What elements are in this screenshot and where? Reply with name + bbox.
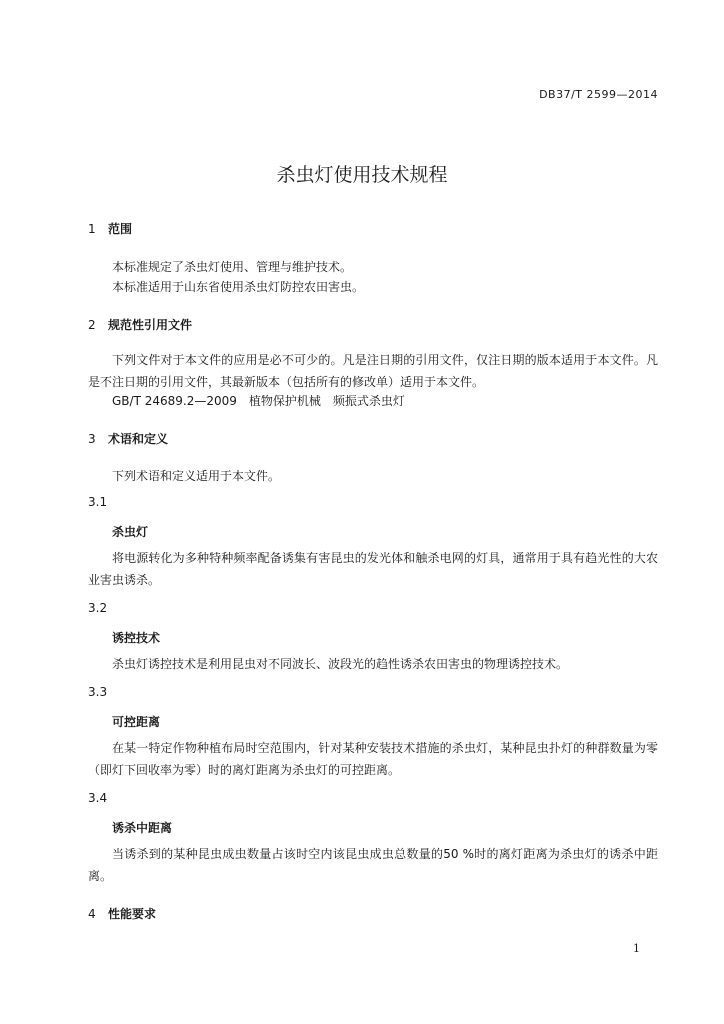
section-number: 1 — [88, 222, 96, 236]
section-2-heading — [88, 316, 192, 333]
clause-3-4-number: 3.4 — [88, 791, 108, 805]
section-number: 2 — [88, 318, 96, 332]
term-3-3: 可控距离 — [112, 715, 161, 729]
definition-3-4: 当诱杀到的某种昆虫成虫数量占该时空内该昆虫成虫总数量的50 %时的离灯距离为杀虫灯的诱杀中距离。 — [88, 847, 658, 883]
section-number: 4 — [88, 907, 96, 921]
section-title: 性能要求 — [108, 907, 157, 921]
clause-3-2-number: 3.2 — [88, 601, 108, 615]
section-2-paragraph: 下列文件对于本文件的应用是必不可少的。凡是注日期的引用文件，仅注日期的版本适用于本文件。凡是不注日期的引用文件，其最新版本（包括所有的修改单）适用于本文件。 — [88, 353, 658, 389]
standard-number: DB37/T 2599—2014 — [539, 88, 658, 101]
term-3-1: 杀虫灯 — [112, 525, 149, 539]
term-3-2: 诱控技术 — [112, 631, 161, 645]
term-3-4: 诱杀中距离 — [112, 821, 173, 835]
page-number: 1 — [633, 942, 640, 955]
section-number: 3 — [88, 432, 96, 446]
section-4-heading — [88, 905, 156, 922]
definition-3-1: 将电源转化为多种特种频率配备诱集有害昆虫的发光体和触杀电网的灯具，通常用于具有趋光性的大农业害虫诱杀。 — [88, 551, 658, 587]
normative-reference: GB/T 24689.2—2009 植物保护机械 频振式杀虫灯 — [112, 394, 405, 408]
clause-3-1-number: 3.1 — [88, 495, 108, 509]
definition-3-3: 在某一特定作物种植布局时空范围内，针对某种安装技术措施的杀虫灯，某种昆虫扑灯的种群数量为零（即灯下回收率为零）时的离灯距离为杀虫灯的可控距离。 — [88, 741, 658, 777]
section-3-intro: 下列术语和定义适用于本文件。 — [112, 469, 281, 483]
section-title: 规范性引用文件 — [108, 318, 193, 332]
section-title: 术语和定义 — [108, 432, 169, 446]
section-title: 范围 — [108, 222, 133, 236]
section-1-heading — [88, 220, 132, 237]
section-3-heading — [88, 430, 168, 447]
document-title: 杀虫灯使用技术规程 — [276, 164, 448, 186]
section-1-paragraph-1: 本标准规定了杀虫灯使用、管理与维护技术。 — [112, 260, 353, 274]
section-1-paragraph-2: 本标准适用于山东省使用杀虫灯防控农田害虫。 — [112, 280, 365, 294]
definition-3-2: 杀虫灯诱控技术是利用昆虫对不同波长、波段光的趋性诱杀农田害虫的物理诱控技术。 — [112, 657, 569, 671]
clause-3-3-number: 3.3 — [88, 685, 108, 699]
